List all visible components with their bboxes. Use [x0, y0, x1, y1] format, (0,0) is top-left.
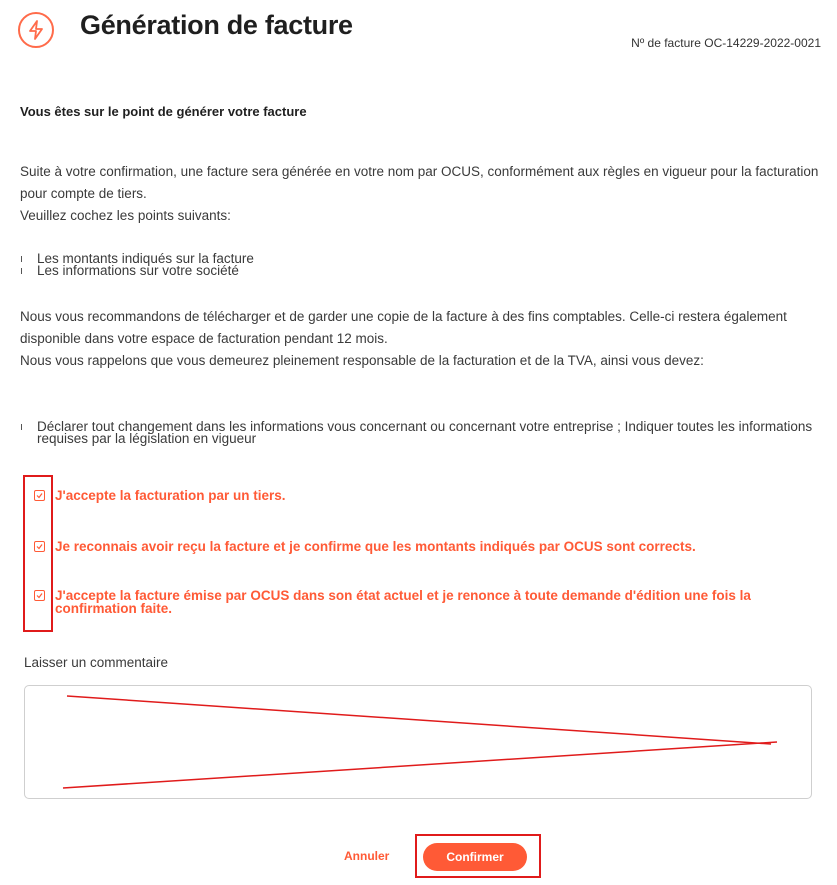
checkbox-label: J'accepte la facturation par un tiers.	[55, 488, 286, 503]
check-instruction: Veuillez cochez les points suivants:	[20, 208, 231, 223]
comment-label: Laisser un commentaire	[24, 655, 169, 670]
cancel-button[interactable]: Annuler	[344, 849, 390, 863]
confirmation-paragraph	[20, 161, 825, 227]
list-item-text: Déclarer tout changement dans les informations vous concernant ou concernant votre entreprise ; Indiquer toutes les informations requises par la législation en vigueur	[37, 419, 813, 446]
invoice-number: Nº de facture OC-14229-2022-0021	[631, 36, 821, 50]
recommendation-text: Nous vous recommandons de télécharger et de garder une copie de la facture à des fins comptables. Celle-ci restera également disponible dans votre espace de facturation pendant 12 mois.	[20, 309, 787, 346]
list-item-text: Les montants indiqués sur la facture	[37, 251, 254, 266]
checkbox-row-accept-invoice[interactable]	[34, 589, 824, 615]
responsibility-text: Nous vous rappelons que vous demeurez pleinement responsable de la facturation et de la TVA, ainsi vous devez:	[20, 353, 704, 368]
confirmation-text: Suite à votre confirmation, une facture sera générée en votre nom par OCUS, conformément aux règles en vigueur pour la facturation pour compte de tiers.	[20, 164, 819, 201]
lightning-icon	[18, 12, 54, 48]
list-item	[20, 421, 825, 445]
comment-textarea[interactable]	[24, 685, 812, 799]
points-list	[20, 253, 825, 277]
confirm-button[interactable]: Confirmer	[423, 843, 527, 871]
obligations-list	[20, 421, 825, 445]
checkbox-row-third-party-billing[interactable]	[34, 489, 824, 502]
annotation-highlight-box	[23, 475, 53, 632]
intro-heading: Vous êtes sur le point de générer votre facture	[20, 104, 307, 119]
list-item-text: Les informations sur votre société	[37, 263, 239, 278]
page-title: Génération de facture	[80, 10, 353, 40]
recommendation-paragraph	[20, 306, 825, 372]
redaction-cross	[25, 686, 813, 800]
checkbox-label: J'accepte la facture émise par OCUS dans son état actuel et je renonce à toute demande d'édition une fois la confirmation faite.	[55, 588, 751, 616]
checkbox-row-invoice-received[interactable]	[34, 540, 824, 553]
list-item	[20, 265, 825, 277]
annotation-highlight-box	[415, 834, 541, 878]
checkbox-label: Je reconnais avoir reçu la facture et je confirme que les montants indiqués par OCUS sont corrects.	[55, 539, 696, 554]
